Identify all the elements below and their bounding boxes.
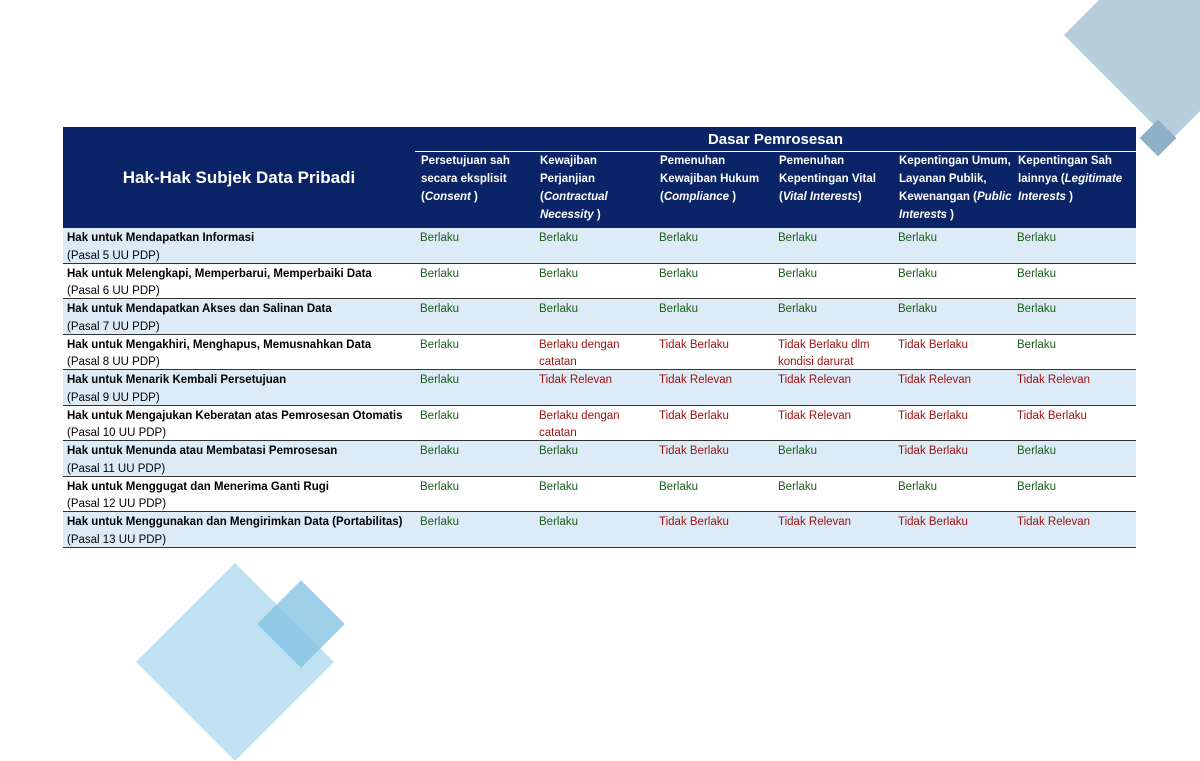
status-cell: Berlaku [539, 445, 578, 457]
status-cell: Berlaku [420, 232, 459, 244]
status-cell: Tidak Berlaku [898, 409, 968, 422]
right-article-ref: (Pasal 12 UU PDP) [67, 498, 167, 510]
header-processing-basis: Dasar Pemrosesan [415, 127, 1136, 152]
status-cell: Berlaku [1017, 338, 1056, 351]
status-cell: Berlaku dengan catatan [539, 409, 620, 439]
status-cell: Tidak Berlaku [659, 409, 729, 422]
rights-table [63, 127, 1136, 548]
status-cell: Berlaku [898, 232, 937, 244]
table-header [63, 127, 1136, 228]
status-cell: Tidak Berlaku dlm kondisi darurat [778, 338, 870, 368]
header-basis-text-end: ) [857, 191, 862, 203]
right-article-ref: (Pasal 11 UU PDP) [67, 462, 166, 475]
right-article-ref: (Pasal 9 UU PDP) [67, 391, 160, 404]
table-row [63, 335, 1136, 371]
status-cell: Tidak Relevan [778, 516, 852, 528]
table-row [63, 228, 1136, 264]
status-cell: Berlaku [778, 232, 817, 244]
right-name-cell [67, 514, 412, 549]
table-row [63, 264, 1136, 300]
right-title: Hak untuk Mengakhiri, Menghapus, Memusnahkan Data [67, 338, 372, 351]
header-basis-text-end: ) [729, 191, 737, 203]
right-article-ref: (Pasal 5 UU PDP) [67, 249, 160, 262]
status-cell: Berlaku [420, 516, 459, 528]
right-title: Hak untuk Menggunakan dan Mengirimkan Data (Portabilitas) [67, 516, 403, 528]
right-title: Hak untuk Menunda atau Membatasi Pemrosesan [67, 445, 338, 457]
status-cell: Tidak Berlaku [898, 445, 968, 457]
right-title: Hak untuk Menggugat dan Menerima Ganti Rugi [67, 480, 329, 493]
status-cell: Berlaku [539, 303, 578, 315]
status-cell: Tidak Relevan [778, 409, 852, 422]
right-name-cell [67, 337, 412, 372]
right-name-cell [67, 266, 412, 301]
right-name-cell [67, 479, 412, 514]
right-title: Hak untuk Menarik Kembali Persetujuan [67, 374, 287, 386]
status-cell: Berlaku [1017, 232, 1056, 244]
status-cell: Berlaku [420, 338, 459, 351]
header-rights-title: Hak-Hak Subjek Data Pribadi [122, 167, 356, 187]
header-basis-2 [540, 152, 655, 224]
status-cell: Berlaku [778, 480, 817, 493]
status-cell: Tidak Relevan [1017, 516, 1091, 528]
status-cell: Tidak Relevan [1017, 374, 1091, 386]
status-cell: Berlaku [898, 480, 937, 493]
status-cell: Berlaku [539, 267, 578, 280]
header-basis-text: Pemenuhan Kepentingan Vital ( [779, 155, 876, 203]
right-article-ref: (Pasal 7 UU PDP) [67, 320, 160, 333]
right-name-cell [67, 301, 412, 336]
status-cell: Tidak Berlaku [1017, 409, 1087, 422]
status-cell: Tidak Berlaku [659, 338, 729, 351]
right-title: Hak untuk Mendapatkan Akses dan Salinan Data [67, 303, 332, 315]
right-title: Hak untuk Mendapatkan Informasi [67, 232, 255, 244]
header-basis-text-end: ) [470, 191, 478, 203]
header-basis-6 [1018, 152, 1133, 206]
table-row [63, 370, 1136, 406]
status-cell: Berlaku [898, 303, 937, 315]
right-title: Hak untuk Melengkapi, Memperbarui, Memperbaiki Data [67, 267, 372, 280]
table-row [63, 477, 1136, 513]
status-cell: Tidak Relevan [539, 374, 613, 386]
status-cell: Tidak Relevan [898, 374, 972, 386]
status-cell: Berlaku [659, 267, 698, 280]
right-article-ref: (Pasal 13 UU PDP) [67, 533, 167, 546]
right-name-cell [67, 443, 412, 478]
status-cell: Berlaku [539, 232, 578, 244]
status-cell: Berlaku [659, 303, 698, 315]
status-cell: Tidak Berlaku [898, 516, 968, 528]
status-cell: Berlaku [778, 445, 817, 457]
header-basis-term: Contractual Necessity [540, 191, 608, 221]
header-basis-text: Kepentingan Sah lainnya ( [1018, 155, 1112, 185]
status-cell: Berlaku [420, 409, 459, 422]
status-cell: Berlaku [539, 516, 578, 528]
status-cell: Berlaku [420, 267, 459, 280]
status-cell: Berlaku [420, 480, 459, 493]
status-cell: Berlaku [420, 303, 459, 315]
header-basis-term: Consent [424, 191, 471, 203]
table-row [63, 406, 1136, 442]
header-basis-1 [421, 152, 536, 206]
status-cell: Berlaku [659, 232, 698, 244]
right-article-ref: (Pasal 6 UU PDP) [67, 285, 160, 297]
status-cell: Berlaku [1017, 480, 1056, 493]
status-cell: Berlaku [1017, 445, 1056, 457]
header-basis-3 [660, 152, 775, 206]
header-basis-text: Kewajiban Perjanjian ( [540, 155, 597, 203]
header-basis-text: Pemenuhan Kewajiban Hukum ( [660, 155, 760, 203]
header-basis-term: Public Interests [899, 191, 1012, 221]
header-basis-text: Persetujuan sah secara eksplisit ( [421, 155, 510, 203]
status-cell: Berlaku [778, 303, 817, 315]
status-cell: Berlaku [1017, 267, 1056, 280]
table-row [63, 441, 1136, 477]
status-cell: Berlaku [659, 480, 698, 493]
status-cell: Berlaku dengan catatan [539, 338, 620, 368]
status-cell: Tidak Berlaku [659, 516, 729, 528]
header-basis-term: Compliance [663, 191, 730, 203]
header-basis-4 [779, 152, 894, 206]
right-name-cell [67, 372, 412, 407]
header-basis-5 [899, 152, 1014, 224]
status-cell: Tidak Relevan [659, 374, 733, 386]
table-row [63, 512, 1136, 548]
right-name-cell [67, 408, 412, 443]
right-name-cell [67, 230, 412, 265]
status-cell: Berlaku [1017, 303, 1056, 315]
header-basis-text-end: ) [593, 209, 601, 221]
status-cell: Berlaku [778, 267, 817, 280]
header-basis-text-end: ) [1065, 191, 1073, 203]
status-cell: Tidak Relevan [778, 374, 852, 386]
header-basis-text-end: ) [946, 209, 954, 221]
right-article-ref: (Pasal 10 UU PDP) [67, 427, 167, 439]
right-article-ref: (Pasal 8 UU PDP) [67, 356, 160, 368]
status-cell: Berlaku [420, 445, 459, 457]
status-cell: Tidak Berlaku [659, 445, 729, 457]
status-cell: Berlaku [420, 374, 459, 386]
decor-diamond-top-right [1064, 0, 1200, 141]
table-row [63, 299, 1136, 335]
status-cell: Berlaku [539, 480, 578, 493]
header-basis-term: Legitimate Interests [1018, 173, 1123, 203]
status-cell: Berlaku [898, 267, 937, 280]
right-title: Hak untuk Mengajukan Keberatan atas Pemrosesan Otomatis [67, 409, 403, 422]
status-cell: Tidak Berlaku [898, 338, 968, 351]
header-basis-term: Vital Interests [782, 191, 858, 203]
header-basis-text: Kepentingan Umum, Layanan Publik, Kewenangan ( [899, 155, 1011, 203]
